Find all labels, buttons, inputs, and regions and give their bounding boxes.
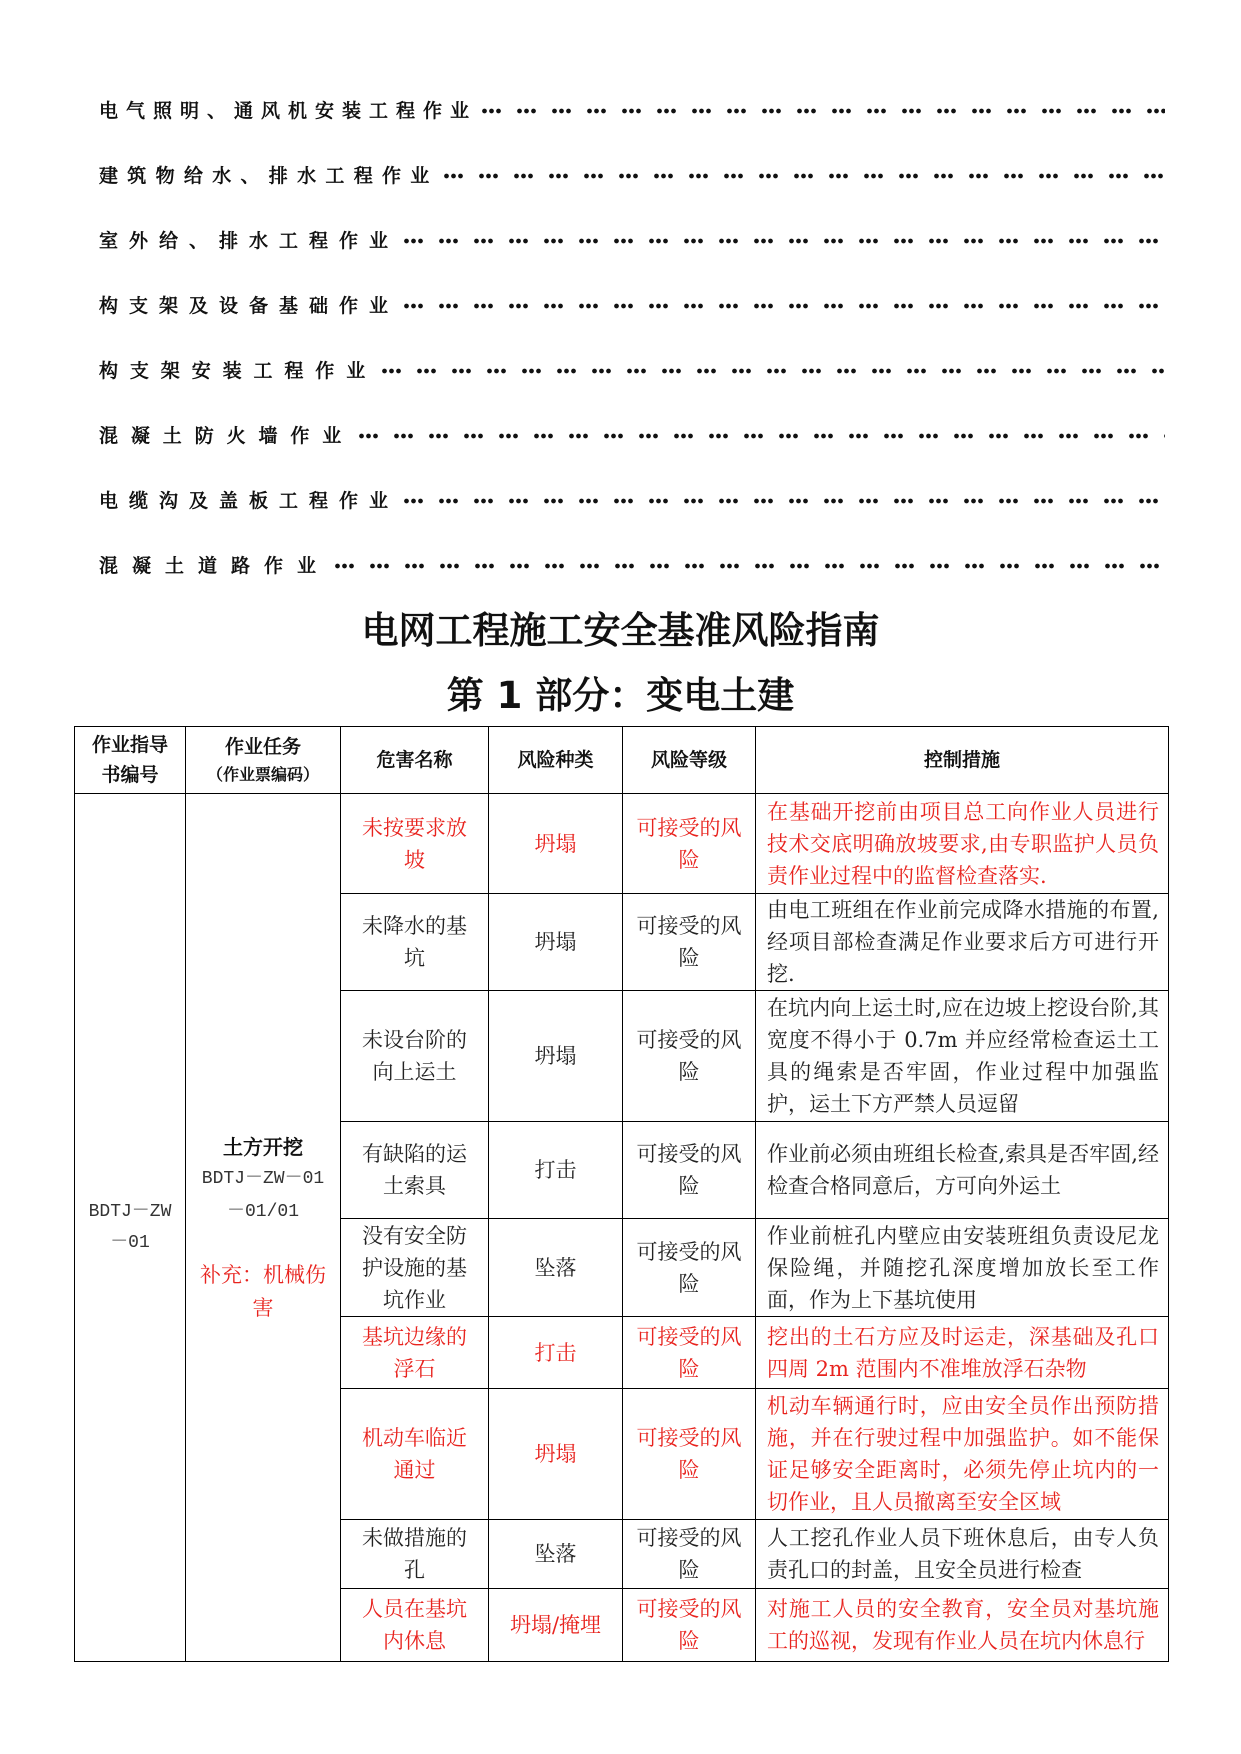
risk-type-cell: 坠落 [489, 1520, 623, 1589]
toc-dot-leader [358, 431, 1165, 441]
risk-level-cell: 可接受的风险 [623, 1317, 756, 1389]
toc-entry-label: 构支架及设备基础作业 [99, 294, 400, 317]
toc-entry-label: 电气照明、通风机安装工程作业 [99, 99, 478, 122]
header-risk-type: 风险种类 [489, 727, 623, 794]
hazard-name-cell: 未设台阶的向上运土 [341, 991, 489, 1122]
hazard-name-cell: 没有安全防护设施的基坑作业 [341, 1219, 489, 1317]
risk-level-cell: 可接受的风险 [623, 991, 756, 1122]
hazard-name-cell: 机动车临近通过 [341, 1389, 489, 1520]
toc-dot-leader [403, 301, 1165, 311]
control-measure-cell: 对施工人员的安全教育，安全员对基坑施工的巡视，发现有作业人员在坑内休息行 [756, 1589, 1169, 1662]
risk-type-cell: 坠落 [489, 1219, 623, 1317]
risk-level-cell: 可接受的风险 [623, 1219, 756, 1317]
hazard-name-cell: 有缺陷的运土索具 [341, 1122, 489, 1219]
hazard-name-cell: 未降水的基坑 [341, 894, 489, 991]
toc-dot-leader [481, 106, 1165, 116]
toc-entry [99, 78, 1165, 143]
table-header-row [75, 727, 1169, 794]
risk-level-cell: 可接受的风险 [623, 794, 756, 894]
control-measure-cell: 机动车辆通行时，应由安全员作出预防措施，并在行驶过程中加强监护。如不能保证足够安全距离时，必须先停止坑内的一切作业，且人员撤离至安全区域 [756, 1389, 1169, 1520]
header-task [186, 727, 341, 794]
control-measure-cell: 由电工班组在作业前完成降水措施的布置,经项目部检查满足作业要求后方可进行开挖. [756, 894, 1169, 991]
header-hazard: 危害名称 [341, 727, 489, 794]
control-measure-cell: 作业前必须由班组长检查,索具是否牢固,经检查合格同意后，方可向外运土 [756, 1122, 1169, 1219]
risk-type-cell: 打击 [489, 1122, 623, 1219]
toc-entry [99, 143, 1165, 208]
risk-type-cell: 坍塌/掩埋 [489, 1589, 623, 1662]
risk-level-cell: 可接受的风险 [623, 1389, 756, 1520]
control-measure-cell: 挖出的土石方应及时运走，深基础及孔口四周 2m 范围内不准堆放浮石杂物 [756, 1317, 1169, 1389]
risk-level-cell: 可接受的风险 [623, 1520, 756, 1589]
header-risk-level: 风险等级 [623, 727, 756, 794]
header-control-measures: 控制措施 [756, 727, 1169, 794]
risk-level-cell: 可接受的风险 [623, 894, 756, 991]
document-subtitle: 第 1 部分：变电土建 [446, 674, 795, 717]
task-name: 土方开挖 [223, 1134, 303, 1159]
table-row [75, 794, 1169, 894]
toc-dot-leader [334, 561, 1165, 571]
risk-type-cell: 打击 [489, 1317, 623, 1389]
control-measure-cell: 在基础开挖前由项目总工向作业人员进行技术交底明确放坡要求,由专职监护人员负责作业过程中的监督检查落实. [756, 794, 1169, 894]
risk-type-cell: 坍塌 [489, 894, 623, 991]
table-of-contents [99, 78, 1165, 598]
task-cell [186, 794, 341, 1662]
hazard-name-cell: 未按要求放坡 [341, 794, 489, 894]
risk-guide-table [74, 726, 1169, 1662]
toc-entry [99, 403, 1165, 468]
task-supplement: 补充：机械伤害 [200, 1262, 326, 1320]
hazard-name-cell: 基坑边缘的浮石 [341, 1317, 489, 1389]
risk-type-cell: 坍塌 [489, 1389, 623, 1520]
risk-type-cell: 坍塌 [489, 991, 623, 1122]
header-guide-number: 作业指导书编号 [75, 727, 186, 794]
guide-number-cell [75, 794, 186, 1662]
toc-dot-leader [403, 236, 1165, 246]
toc-entry [99, 338, 1165, 403]
document-title: 电网工程施工安全基准风险指南 [361, 609, 880, 652]
control-measure-cell: 在坑内向上运土时,应在边坡上挖设台阶,其宽度不得小于 0.7m 并应经常检查运土工具的绳索是否牢固，作业过程中加强监护，运土下方严禁人员逗留 [756, 991, 1169, 1122]
toc-entry-label: 建筑物给水、排水工程作业 [99, 164, 439, 187]
toc-dot-leader [443, 171, 1165, 181]
task-code: BDTJ－ZW－01－01/01 [201, 1168, 325, 1222]
toc-dot-leader [381, 366, 1165, 376]
risk-level-cell: 可接受的风险 [623, 1589, 756, 1662]
toc-entry [99, 208, 1165, 273]
toc-entry [99, 273, 1165, 338]
hazard-name-cell: 未做措施的孔 [341, 1520, 489, 1589]
toc-entry-label: 构支架安装工程作业 [99, 359, 378, 382]
toc-entry-label: 混凝土道路作业 [99, 554, 331, 577]
toc-entry-label: 电缆沟及盖板工程作业 [99, 489, 400, 512]
toc-entry [99, 533, 1165, 598]
header-task-code-label: （作业票编码） [206, 765, 319, 784]
toc-dot-leader [403, 496, 1165, 506]
risk-level-cell: 可接受的风险 [623, 1122, 756, 1219]
hazard-name-cell: 人员在基坑内休息 [341, 1589, 489, 1662]
control-measure-cell: 人工挖孔作业人员下班休息后，由专人负责孔口的封盖，且安全员进行检查 [756, 1520, 1169, 1589]
control-measure-cell: 作业前桩孔内壁应由安装班组负责设尼龙保险绳，并随挖孔深度增加放长至工作面，作为上下基坑使用 [756, 1219, 1169, 1317]
guide-number: BDTJ－ZW－01 [88, 1201, 172, 1253]
toc-entry [99, 468, 1165, 533]
risk-type-cell: 坍塌 [489, 794, 623, 894]
header-task-label: 作业任务 [224, 736, 301, 758]
toc-entry-label: 室外给、排水工程作业 [99, 229, 400, 252]
toc-entry-label: 混凝土防火墙作业 [99, 424, 355, 447]
